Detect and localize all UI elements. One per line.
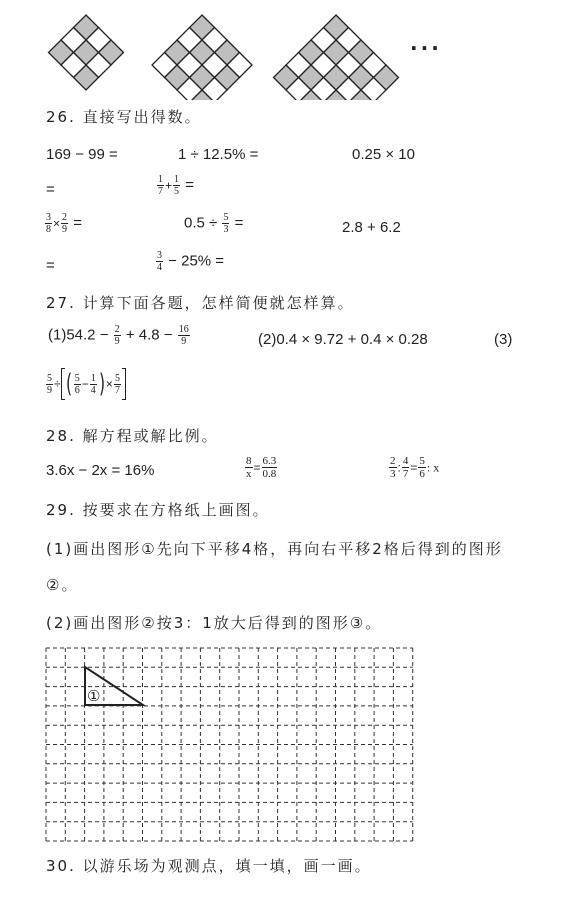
q26-title: 26. 直接写出得数。 [46,108,202,126]
diamond-pattern-3 [274,15,399,100]
q26-expr-1: 169 − 99 = [46,146,118,163]
continuation-ellipsis: ··· [410,36,442,60]
diamond-pattern-figures [0,0,571,100]
q26-expr-5: $\frac{3}{8}$ × $\frac{2}{9}$ = [46,212,82,235]
q26-equals-1: = [46,181,55,198]
q29-instruction-2: (2)画出图形②按3：1放大后得到的图形③。 [46,614,383,632]
triangle-label-1: ① [87,687,101,705]
q27-problem-2: (2)0.4 × 9.72 + 0.4 × 0.28 [258,331,428,348]
diamond-pattern-2 [152,15,252,100]
q26-expr-2: 1 ÷ 12.5% = [178,146,259,163]
q28-title: 28. 解方程或解比例。 [46,427,219,445]
q26-expr-6: 0.5 ÷ $\frac{5}{3}$ = [184,212,244,235]
q26-expr-4: $\frac{1}{7}$ + $\frac{1}{5}$ = [158,174,194,197]
dashed-grid-paper[interactable] [44,646,414,842]
q27-problem-1: (1)54.2 − $\frac{2}{9}$ + 4.8 − $\frac{16}{9}$ [48,324,189,347]
q28-equation-2: $\frac{8}{x}$ = $\frac{6.3}{0.8}$ [246,455,277,480]
q30-title: 30. 以游乐场为观测点，填一填，画一画。 [46,857,372,875]
q26-expr-3: 0.25 × 10 [352,146,415,163]
q27-title: 27. 计算下面各题，怎样简便就怎样算。 [46,294,355,312]
q29-title: 29. 按要求在方格纸上画图。 [46,501,270,519]
q26-expr-7: 2.8 + 6.2 [342,219,401,236]
q27-problem-3: $\frac{5}{9}$ ÷ ( $\frac{5}{6}$ − $\frac{1}{4}$ )× $\frac{5}{7}$ [45,368,126,400]
q26-expr-8: $\frac{3}{4}$ − 25% = [157,250,225,273]
q28-equation-3: $\frac{2}{3}$ : $\frac{4}{7}$ = $\frac{5}{6}$ : x [390,455,440,480]
q29-instruction-1: (1)画出图形①先向下平移4格，再向右平移2格后得到的图形 [46,540,503,558]
q26-equals-2: = [46,257,55,274]
q28-equation-1: 3.6x − 2x = 16% [46,462,155,479]
q29-instruction-1-cont: ②。 [46,576,79,594]
diamond-pattern-1 [49,15,124,90]
q27-problem-3-label: (3) [494,331,513,348]
